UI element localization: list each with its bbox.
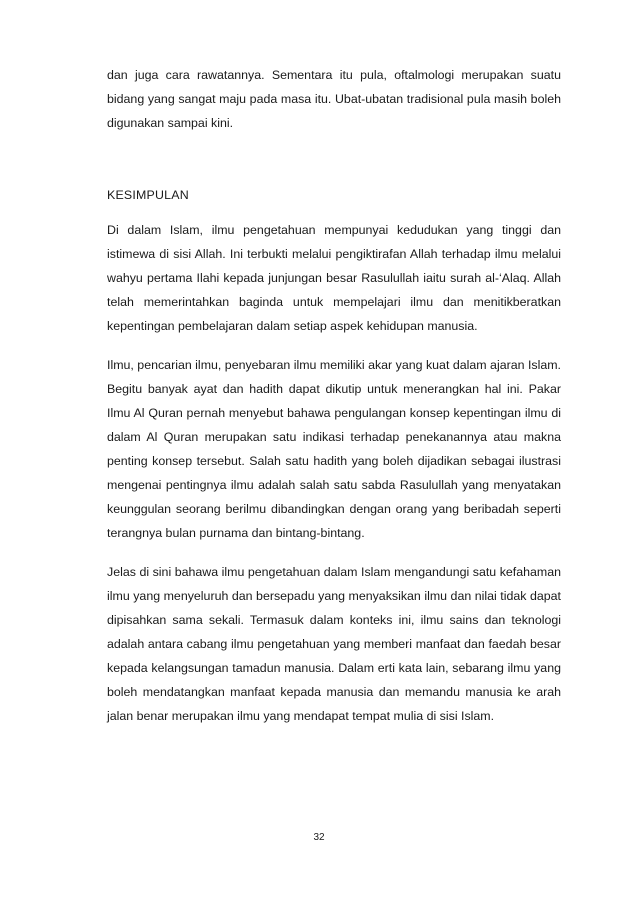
conclusion-paragraph-1: Di dalam Islam, ilmu pengetahuan mempunyai kedudukan yang tinggi dan istimewa di sisi Allah. Ini terbukti melalui pengiktirafan Allah terhadap ilmu melalui wahyu pertama Ilahi kepada junjungan besar Rasulullah iaitu surah al-‘Alaq. Allah telah memerintahkan baginda untuk mempelajari ilmu dan menitikberatkan kepentingan pembelajaran dalam setiap aspek kehidupan manusia. (107, 223, 561, 333)
intro-paragraph: dan juga cara rawatannya. Sementara itu pula, oftalmologi merupakan suatu bidang yang sangat maju pada masa itu. Ubat-ubatan tradisional pula masih boleh digunakan sampai kini. (107, 68, 561, 130)
section-heading: KESIMPULAN (107, 188, 189, 202)
page-number: 32 (313, 832, 325, 843)
conclusion-paragraph-3: Jelas di sini bahawa ilmu pengetahuan dalam Islam mengandungi satu kefahaman ilmu yang menyeluruh dan bersepadu yang menyaksikan ilmu dan nilai tidak dapat dipisahkan sama sekali. Termasuk dalam konteks ini, ilmu sains dan teknologi adalah antara cabang ilmu pengetahuan yang memberi manfaat dan faedah besar kepada kelangsungan tamadun manusia. Dalam erti kata lain, sebarang ilmu yang boleh mendatangkan manfaat kepada manusia dan memandu manusia ke arah jalan benar merupakan ilmu yang mendapat tempat mulia di sisi Islam. (107, 565, 561, 723)
page-body (107, 63, 561, 728)
conclusion-paragraph-2: Ilmu, pencarian ilmu, penyebaran ilmu memiliki akar yang kuat dalam ajaran Islam. Begitu banyak ayat dan hadith dapat dikutip untuk menerangkan hal ini. Pakar Ilmu Al Quran pernah menyebut bahawa pengulangan konsep kepentingan ilmu di dalam Al Quran merupakan satu indikasi terhadap penekanannya atau makna penting konsep tersebut. Salah satu hadith yang boleh dijadikan sebagai ilustrasi mengenai pentingnya ilmu adalah salah satu sabda Rasulullah yang menyatakan keunggulan seorang berilmu dibandingkan dengan orang yang beribadah seperti terangnya bulan purnama dan bintang-bintang. (107, 358, 561, 540)
